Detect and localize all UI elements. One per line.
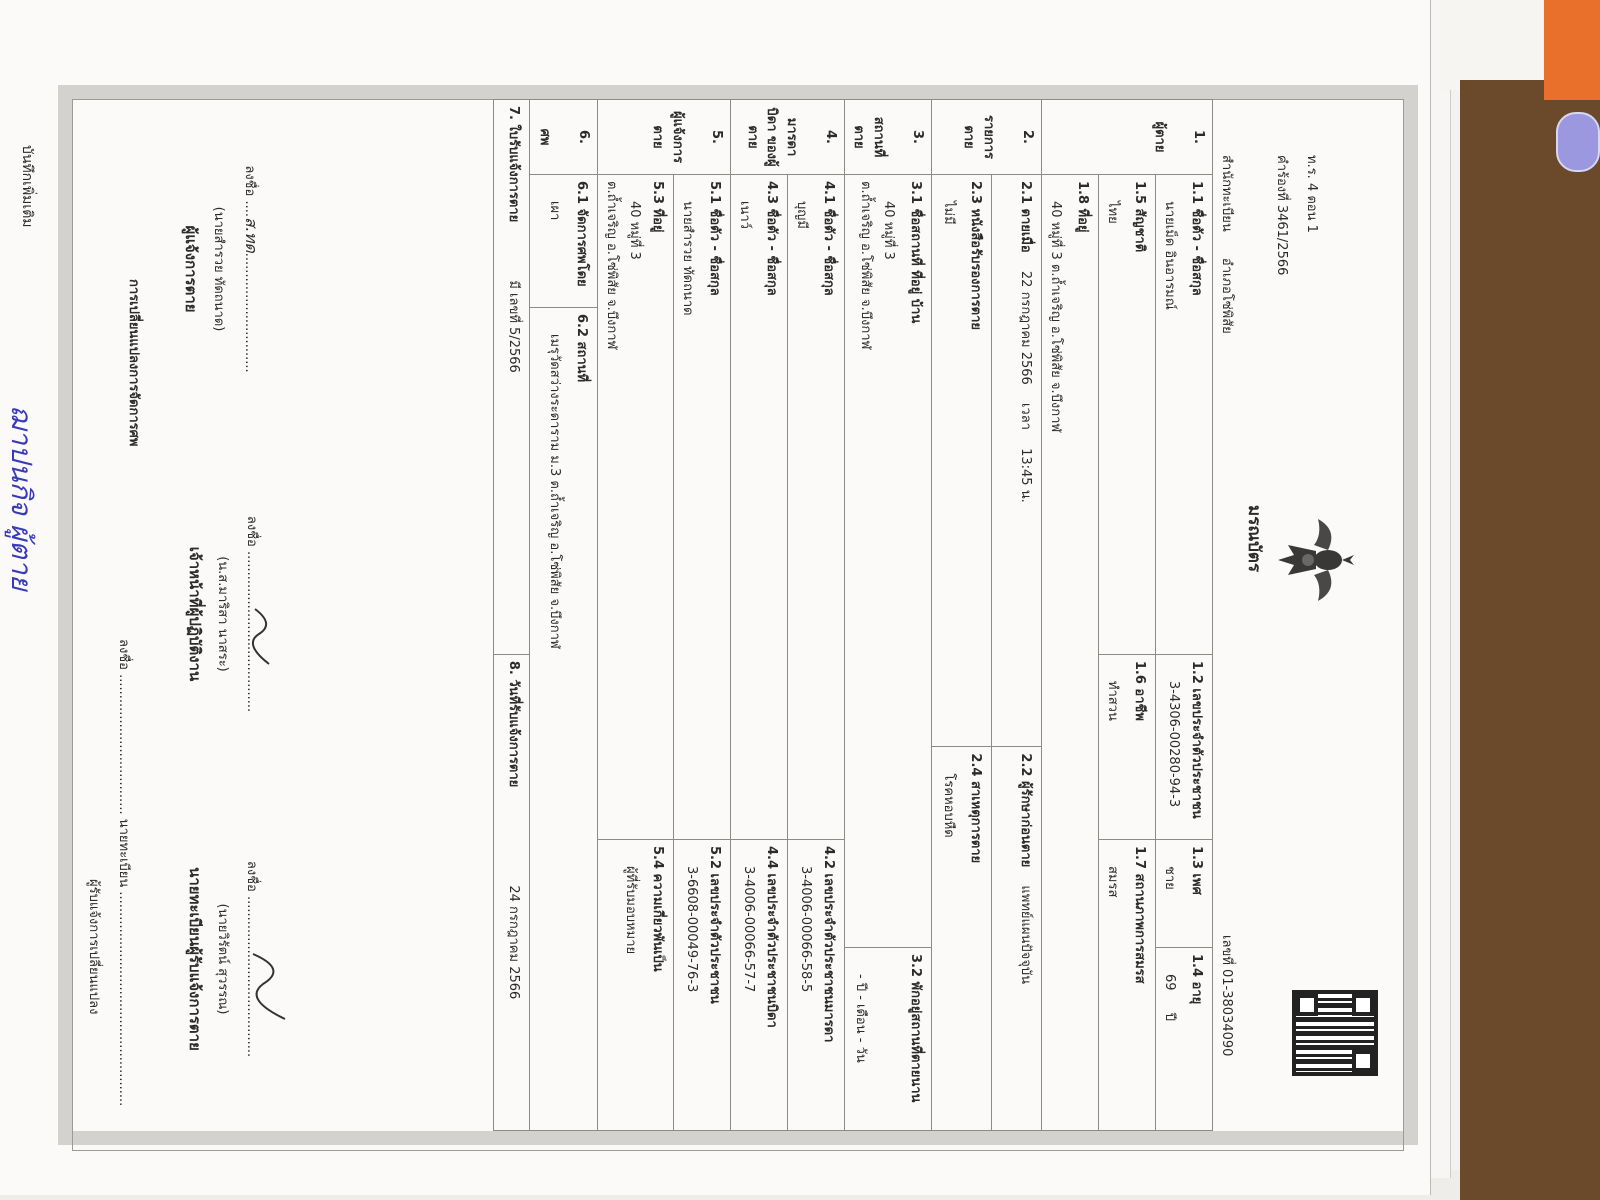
relation: ผู้ที่รับมอบหมาย: [623, 866, 638, 955]
certificate-form-table: [494, 99, 1214, 1131]
deceased-id-cell: [1156, 654, 1213, 839]
funeral-method-label: 6.1 จัดการศพโดย: [574, 181, 589, 287]
informant-address-line1: 40 หมู่ที่ 3: [627, 201, 642, 260]
relation-cell: [598, 840, 674, 1131]
notice-value: มี เลขที่ 5/2566: [506, 280, 522, 373]
nationality: ไทย: [1105, 201, 1120, 224]
notice-cell: [494, 100, 530, 655]
notice-row: [507, 106, 522, 387]
occupation-label: 1.6 อาชีพ: [1132, 660, 1147, 721]
age-label: 1.4 อายุ: [1189, 954, 1204, 1005]
change-sign-row: ลงชื่อ .................................. นายทะเบียน ....................................................: [116, 639, 131, 1107]
confirmer-cell: [992, 747, 1042, 1131]
deceased-address-cell: [1042, 175, 1099, 1131]
garuda-emblem: [1273, 515, 1358, 605]
death-place-line2: ต.ถ้ำเจริญ อ.โซ่พิสัย จ.บึงกาฬ: [858, 181, 873, 350]
duration-cell: [845, 948, 932, 1131]
deceased-name: นายเม็ด อินอารมณ์: [1162, 201, 1177, 310]
request-number: คำร้องที่ 3461/2566: [1274, 155, 1289, 276]
relation-label: 5.4 ความเกี่ยวพันเป็น: [650, 846, 665, 972]
funeral-method-cell: [530, 175, 598, 308]
sex-label: 1.3 เพศ: [1189, 846, 1204, 895]
officer-sign-line: ลงชื่อ .......................................: [244, 515, 259, 713]
section-3-heading: 3. สถานที่ตาย: [845, 100, 932, 175]
deceased-age: 69: [1162, 974, 1177, 991]
officer-signature: [183, 464, 263, 764]
informant-id-cell: [674, 840, 731, 1131]
father-id-cell: [731, 840, 788, 1131]
funeral-place-cell: [530, 308, 598, 1131]
funeral-place-label: 6.2 สถานที่: [574, 314, 589, 383]
cause-of-death: โรคหอบหืด: [941, 773, 956, 838]
registry-office-label: สำนักทะเบียน: [1219, 155, 1234, 232]
deceased-id: 3-4306-00280-94-3: [1166, 680, 1181, 808]
section-2-heading: 2. รายการตาย: [932, 100, 1042, 175]
occupation-cell: [1099, 654, 1156, 839]
officer-signature-mark: [247, 604, 277, 674]
stay-duration: - ปี - เดือน - วัน: [853, 974, 868, 1063]
father-id-label: 4.4 เลขประจำตัวประชาชนบิดา: [764, 846, 779, 1028]
registrar-sign-line: ลงชื่อ .......................................: [244, 860, 259, 1058]
mother-id-label: 4.2 เลขประจำตัวประชาชนมารดา: [821, 846, 836, 1043]
section-1-heading: 1. ผู้ตาย: [1042, 100, 1213, 175]
evidence: ไม่มี: [941, 201, 956, 225]
funeral-place: เมรุวัดสว่างระดาราม ม.3 ต.ถ้ำเจริญ อ.โซ่พิสัย จ.บึงกาฬ: [547, 334, 562, 649]
notice-label: 7. ใบรับแจ้งการตาย: [506, 106, 522, 223]
marital-label: 1.7 สถานภาพการสมรส: [1132, 846, 1147, 984]
registry-office-row: [1217, 155, 1238, 334]
registrar-label: นายทะเบียน: [116, 818, 131, 888]
funeral-change-label: การเปลี่ยนแปลงการจัดการศพ: [126, 279, 141, 447]
death-time-label: เวลา: [1018, 402, 1033, 430]
death-date-label: 2.1 ตายเมื่อ: [1018, 181, 1033, 253]
father-name: เนาว์: [737, 201, 752, 229]
marital-cell: [1099, 840, 1156, 1131]
registrar-signature-mark: [243, 949, 293, 1029]
death-date: 22 กรกฎาคม 2566: [1018, 270, 1033, 385]
father-name-cell: [731, 175, 788, 840]
confirmer-row: [1018, 753, 1033, 998]
evidence-cell: [932, 175, 992, 747]
orange-folder: [1544, 0, 1600, 100]
duration-label: 3.2 พักอยู่สถานที่ตายนาน: [908, 954, 923, 1103]
death-date-row: [1018, 181, 1033, 517]
informant-id-label: 5.2 เลขประจำตัวประชาชน: [707, 846, 722, 1004]
change-receiver: ผู้รับแจ้งการเปลี่ยนแปลง: [86, 879, 101, 1015]
desk-surface: [1460, 80, 1600, 1200]
confirmer: แพทย์แผนปัจจุบัน: [1018, 885, 1033, 985]
informant-title: ผู้แจ้งการตาย: [182, 225, 200, 313]
notify-date-label: 8. วันที่รับแจ้งการตาย: [506, 660, 522, 788]
informant-signature-mark: ส.ทด: [242, 216, 261, 253]
death-time: 13:45 น.: [1018, 448, 1033, 503]
informant-name-label: 5.1 ชื่อตัว - ชื่อสกุล: [707, 181, 722, 296]
age-row: [1160, 954, 1181, 1124]
deceased-name-label: 1.1 ชื่อตัว - ชื่อสกุล: [1189, 181, 1204, 296]
informant-address-cell: [598, 175, 674, 840]
informant-address-label: 5.3 ที่อยู่: [650, 181, 665, 233]
marital-status: สมรส: [1105, 866, 1120, 898]
father-id: 3-4006-00066-57-7: [741, 866, 756, 993]
nationality-label: 1.5 สัญชาติ: [1132, 181, 1147, 253]
death-place-line1: 40 หมู่ที่ 3: [881, 201, 896, 260]
registry-office: อำเภอโซ่พิสัย: [1219, 257, 1234, 334]
notes-label: บันทึกเพิ่มเติม: [19, 145, 35, 228]
mother-name-cell: [788, 175, 845, 840]
informant-sign-line: ลงชื่อ ....ส.ทด.............................: [242, 165, 261, 373]
deceased-name-cell: [1156, 175, 1213, 655]
mother-id: 3-4006-00066-58-5: [798, 866, 813, 993]
registrar-printed-name: (นายวิรัตน์ สุวรรณ): [215, 903, 230, 1015]
registrar-signature: [183, 799, 263, 1119]
nationality-cell: [1099, 175, 1156, 655]
pen-clip: [1556, 112, 1600, 172]
form-code: ท.ร. 4 ตอน 1: [1304, 155, 1319, 233]
confirmer-label: 2.2 ผู้รักษาก่อนตาย: [1018, 753, 1033, 868]
age-unit: ปี: [1162, 1012, 1177, 1021]
death-place-cell: [845, 175, 932, 948]
funeral-method: เผา: [547, 201, 562, 221]
registrar-title: นายทะเบียนผู้รับแจ้งการตาย: [186, 867, 204, 1051]
informant-name: นายสำรวย ทัดถนาด: [680, 201, 695, 316]
death-date-cell: [992, 175, 1042, 747]
officer-printed-name: (น.ส.มาริสา นาสระ): [215, 556, 230, 672]
informant-printed-name: (นายสำรวย ทัดถนาด): [211, 206, 226, 332]
mother-name-label: 4.1 ชื่อตัว - ชื่อสกุล: [821, 181, 836, 296]
officer-title: เจ้าหน้าที่ผู้ปฏิบัติงาน: [186, 546, 204, 682]
notify-date-row: [507, 661, 522, 1013]
deceased-sex-cell: [1156, 840, 1213, 948]
notify-date-cell: [494, 654, 530, 1130]
cause-cell: [932, 747, 992, 1131]
informant-address-line2: ต.ถ้ำเจริญ อ.โซ่พิสัย จ.บึงกาฬ: [604, 181, 619, 350]
evidence-label: 2.3 หนังสือรับรองการตาย: [968, 181, 983, 330]
father-name-label: 4.3 ชื่อตัว - ชื่อสกุล: [764, 181, 779, 296]
document-number: เลขที่ 01-38034090: [1219, 935, 1234, 1057]
occupation: ทำสวน: [1105, 680, 1120, 721]
deceased-age-cell: [1156, 948, 1213, 1131]
mother-name: บุญมี: [794, 201, 809, 229]
deceased-id-label: 1.2 เลขประจำตัวประชาชน: [1189, 660, 1204, 819]
address-label: 1.8 ที่อยู่: [1075, 181, 1090, 233]
informant-id: 3-6608-00049-76-3: [684, 866, 699, 993]
mother-id-cell: [788, 840, 845, 1131]
section-4-heading: 4. มารดา บิดา ของผู้ตาย: [731, 100, 845, 175]
deceased-sex: ชาย: [1162, 866, 1177, 890]
notify-date: 24 กรกฎาคม 2566: [506, 885, 522, 1000]
deceased-address: 40 หมู่ที่ 3 ต.ถ้ำเจริญ อ.โซ่พิสัย จ.บึงกาฬ: [1048, 201, 1063, 433]
death-certificate: [5, 85, 1418, 1165]
informant-name-cell: [674, 175, 731, 840]
handwritten-note: ฌาปนกิจ ผู้ตาย: [5, 405, 38, 591]
informant-signature: [179, 119, 263, 419]
cause-label: 2.4 สาเหตุการตาย: [968, 753, 983, 864]
section-5-heading: 5. ผู้แจ้งการตาย: [598, 100, 731, 175]
signature-block: [78, 99, 263, 1131]
section-6-heading: 6. ศพ: [530, 100, 598, 175]
document-title: มรณบัตร: [1244, 505, 1264, 573]
qr-code: [1292, 990, 1378, 1076]
death-place-label: 3.1 ชื่อสถานที่ ที่อยู่ บ้าน: [908, 181, 923, 324]
